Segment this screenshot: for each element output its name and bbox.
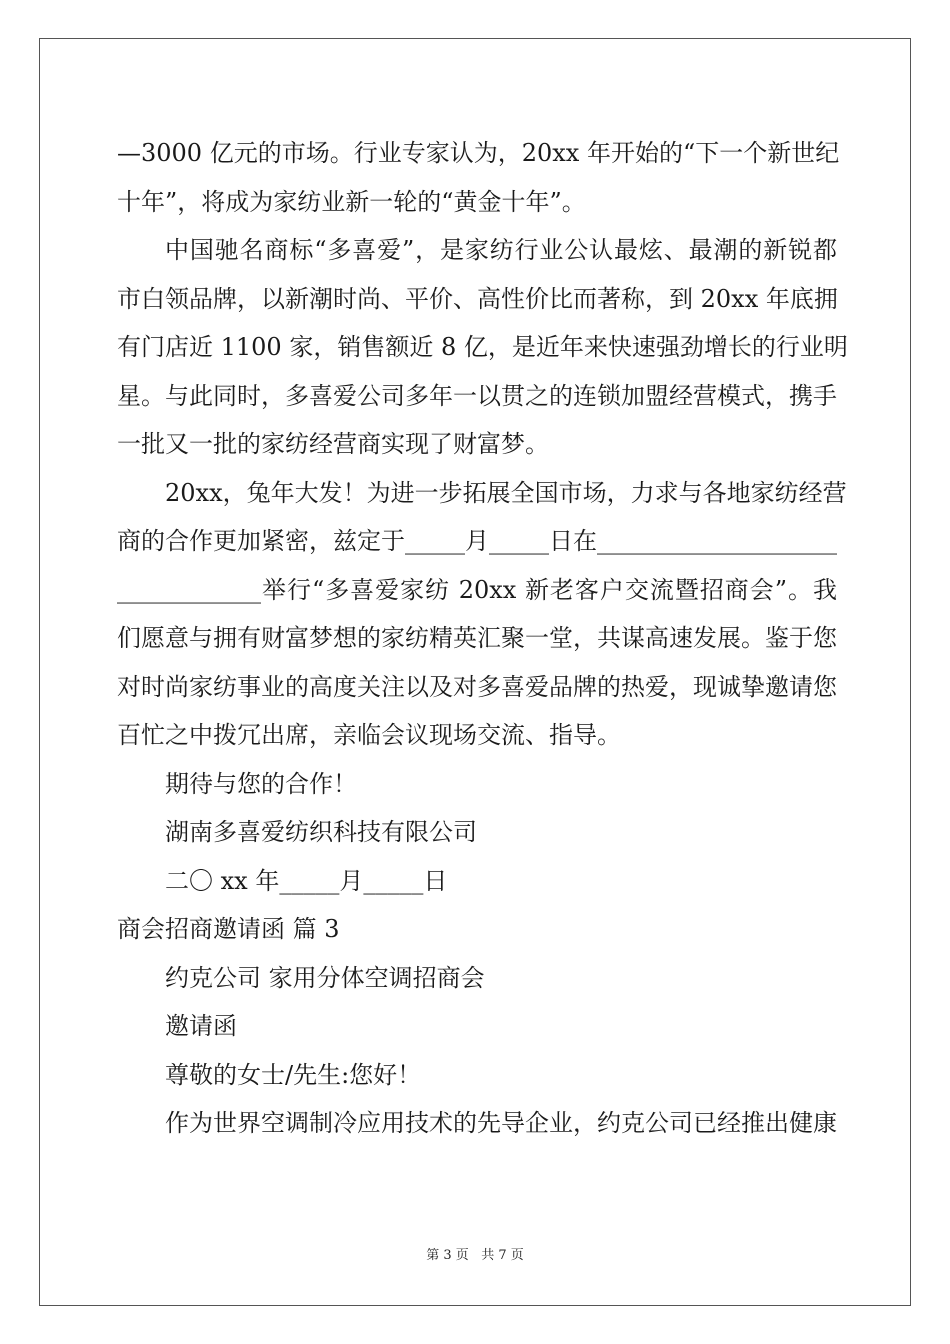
text-line: 百忙之中拨冗出席，亲临会议现场交流、指导。 (117, 721, 621, 749)
salutation: 尊敬的女士/先生:您好！ (165, 1060, 422, 1089)
text-line: 星。与此同时，多喜爱公司多年一以贯之的连锁加盟经营模式，携手 (117, 381, 837, 410)
text-line: 商的合作更加紧密，兹定于_____月_____日在____________________ (117, 527, 837, 555)
text-line: —3000 亿元的市场。行业专家认为，20xx 年开始的“下一个新世纪 (117, 139, 840, 167)
text-line: 约克公司 家用分体空调招商会 (165, 963, 485, 992)
text-line: 们愿意与拥有财富梦想的家纺精英汇聚一堂，共谋高速发展。鉴于您 (117, 624, 837, 652)
text-line: 期待与您的合作！ (165, 769, 357, 798)
text-line: 市白领品牌，以新潮时尚、平价、高性价比而著称，到 20xx 年底拥 (117, 284, 838, 313)
company-name: 湖南多喜爱纺织科技有限公司 (165, 818, 477, 846)
section-heading: 商会招商邀请函 篇 3 (117, 915, 340, 943)
text-line: 中国驰名商标“多喜爱”，是家纺行业公认最炫、最潮的新锐都 (165, 236, 837, 264)
page-footer: 第 3 页 共 7 页 (426, 1248, 524, 1263)
text-line: 作为世界空调制冷应用技术的先导企业，约克公司已经推出健康 (165, 1109, 837, 1137)
text-line: 对时尚家纺事业的高度关注以及对多喜爱品牌的热爱，现诚挚邀请您 (117, 672, 837, 701)
text-line: 有门店近 1100 家，销售额近 8 亿，是近年来快速强劲增长的行业明 (117, 333, 848, 361)
text-line: 十年”，将成为家纺业新一轮的“黄金十年”。 (117, 187, 586, 216)
text-line: ____________举行“多喜爱家纺 20xx 新老客户交流暨招商会”。我 (117, 575, 837, 604)
date-line: 二〇 xx 年_____月_____日 (165, 866, 448, 895)
text-line: 邀请函 (165, 1012, 237, 1040)
text-line: 20xx，兔年大发！为进一步拓展全国市场，力求与各地家纺经营 (165, 478, 847, 507)
text-line: 一批又一批的家纺经营商实现了财富梦。 (117, 430, 549, 458)
document-body (117, 129, 848, 1148)
